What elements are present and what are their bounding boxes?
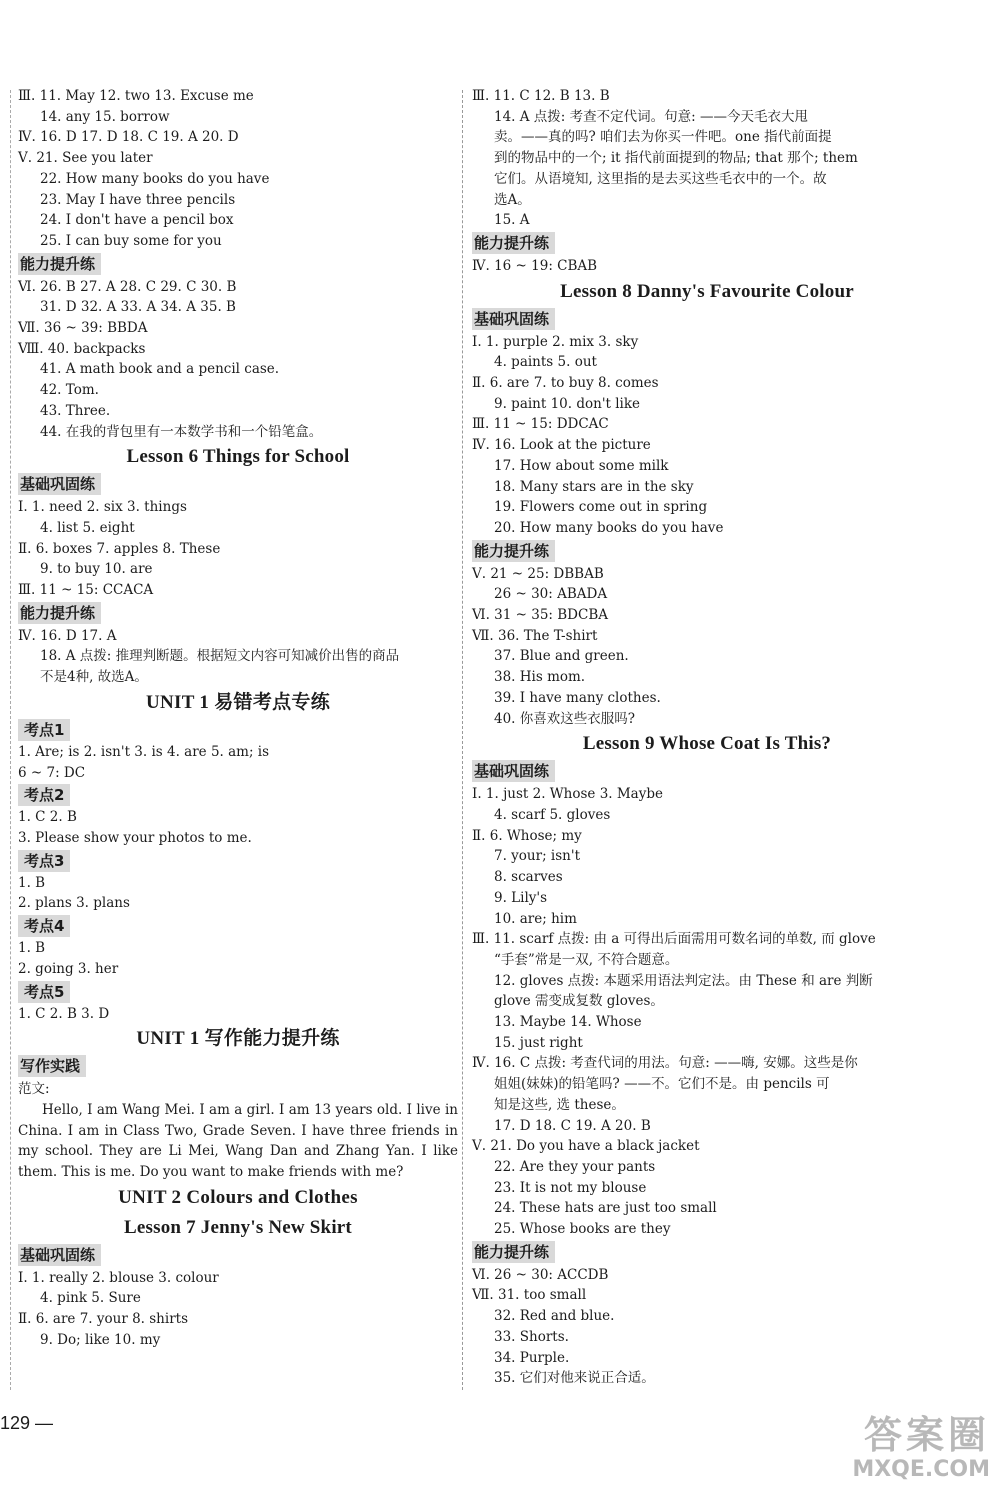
answer-line: 17. D 18. C 19. A 20. B bbox=[494, 1117, 651, 1134]
answer-line: 43. Three. bbox=[40, 402, 111, 419]
answer-line: 15. A bbox=[494, 212, 530, 229]
section-heading-row bbox=[18, 914, 458, 938]
answer-line: glove 需变成复数 gloves。 bbox=[494, 993, 664, 1010]
answer-line: 8. scarves bbox=[494, 869, 563, 886]
answer-line: Ⅷ. 40. backpacks bbox=[18, 340, 146, 357]
answer-line: Ⅳ. 16. Look at the picture bbox=[472, 437, 651, 454]
answer-line: 19. Flowers come out in spring bbox=[494, 499, 708, 516]
answer-line: Ⅳ. 16. D 17. D 18. C 19. A 20. D bbox=[18, 129, 239, 146]
answer-line: 1. B bbox=[18, 940, 46, 957]
section-heading: 基础巩固练 bbox=[18, 1244, 101, 1266]
answer-line: 24. These hats are just too small bbox=[494, 1200, 717, 1217]
answer-line: 14. any 15. borrow bbox=[40, 108, 170, 125]
section-heading-row bbox=[472, 307, 942, 332]
answer-line: 23. May I have three pencils bbox=[40, 191, 236, 208]
watermark-url: MXQE.COM bbox=[852, 1457, 990, 1482]
answer-line: 它们。从语境知, 这里指的是去买这些毛衣中的一个。故 bbox=[494, 170, 827, 187]
answer-line: 到的物品中的一个; it 指代前面提到的物品; that 那个; them bbox=[494, 150, 858, 167]
answer-line: 14. A 点拨: 考查不定代词。句意: ——今天毛衣大甩 bbox=[494, 108, 808, 125]
left-margin-rule bbox=[10, 90, 11, 1390]
section-heading-row bbox=[472, 539, 942, 564]
section-heading-row bbox=[18, 252, 458, 277]
answer-line: 25. I can buy some for you bbox=[40, 232, 222, 249]
answer-line: 18. A 点拨: 推理判断题。根据短文内容可知减价出售的商品 bbox=[40, 648, 400, 665]
answer-line: 42. Tom. bbox=[40, 382, 99, 399]
watermark bbox=[852, 1413, 990, 1483]
answer-line: 7. your; isn't bbox=[494, 848, 580, 865]
kaodian-heading: 考点1 bbox=[18, 719, 70, 741]
answer-line: Ⅰ. 1. need 2. six 3. things bbox=[18, 499, 187, 516]
answer-line: 范文: bbox=[18, 1081, 50, 1098]
answer-line: 2. going 3. her bbox=[18, 960, 119, 977]
answer-line: 9. to buy 10. are bbox=[40, 561, 153, 578]
section-heading-row bbox=[18, 472, 458, 497]
answer-line: Ⅲ. 11 ~ 15: CCACA bbox=[18, 582, 154, 599]
lesson-title: Lesson 9 Whose Coat Is This? bbox=[582, 733, 832, 755]
answer-line: 38. His mom. bbox=[494, 669, 586, 686]
answer-line: Ⅱ. 6. Whose; my bbox=[472, 827, 582, 844]
answer-line: 40. 你喜欢这些衣服吗? bbox=[494, 710, 635, 727]
answer-line: 32. Red and blue. bbox=[494, 1308, 615, 1325]
answer-line: 3. Please show your photos to me. bbox=[18, 829, 252, 846]
answer-line: 13. Maybe 14. Whose bbox=[494, 1014, 642, 1031]
answer-line: 34. Purple. bbox=[494, 1349, 570, 1366]
answer-line: 17. How about some milk bbox=[494, 457, 669, 474]
section-heading-row bbox=[18, 718, 458, 742]
lesson-title: Lesson 6 Things for School bbox=[126, 446, 350, 468]
section-heading: 能力提升练 bbox=[18, 602, 101, 624]
answer-line: 选A。 bbox=[494, 191, 531, 208]
answer-line: Ⅲ. 11. scarf 点拨: 由 a 可得出后面需用可数名词的单数, 而 glove bbox=[472, 931, 876, 948]
answer-line: 23. It is not my blouse bbox=[494, 1179, 647, 1196]
watermark-logo-text: 答案圈 bbox=[863, 1413, 990, 1457]
section-heading: 能力提升练 bbox=[472, 540, 555, 562]
answer-line: 33. Shorts. bbox=[494, 1328, 569, 1345]
unit-title: UNIT 2 Colours and Clothes bbox=[118, 1186, 358, 1208]
section-heading: 基础巩固练 bbox=[472, 308, 555, 330]
answer-line: 37. Blue and green. bbox=[494, 648, 629, 665]
section-heading-row bbox=[18, 980, 458, 1004]
answer-line: 1. C 2. B bbox=[18, 809, 77, 826]
answer-line: Ⅶ. 36 ~ 39: BBDA bbox=[18, 320, 148, 337]
section-heading-row bbox=[472, 231, 942, 256]
unit-title: UNIT 1 易错考点专练 bbox=[145, 691, 331, 713]
answer-line: 1. B bbox=[18, 874, 46, 891]
section-heading: 写作实践 bbox=[18, 1055, 86, 1077]
kaodian-heading: 考点3 bbox=[18, 850, 70, 872]
answer-line: 18. Many stars are in the sky bbox=[494, 478, 694, 495]
left-column bbox=[18, 86, 458, 1351]
answer-line: 22. Are they your pants bbox=[494, 1158, 656, 1175]
answer-line: 卖。——真的吗? 咱们去为你买一件吧。one 指代前面提 bbox=[494, 129, 832, 146]
answer-line: 4. pink 5. Sure bbox=[40, 1290, 141, 1307]
answer-line: Ⅳ. 16 ~ 19: CBAB bbox=[472, 257, 598, 274]
answer-line: Ⅱ. 6. boxes 7. apples 8. These bbox=[18, 540, 221, 557]
kaodian-heading: 考点5 bbox=[18, 981, 70, 1003]
answer-line: Ⅲ. 11 ~ 15: DDCAC bbox=[472, 416, 609, 433]
section-heading-row bbox=[18, 601, 458, 626]
answer-line: 44. 在我的背包里有一本数学书和一个铅笔盒。 bbox=[40, 423, 323, 440]
answer-line: 1. Are; is 2. isn't 3. is 4. are 5. am; is bbox=[18, 743, 270, 760]
kaodian-heading: 考点4 bbox=[18, 915, 70, 937]
answer-line: 35. 它们对他来说正合适。 bbox=[494, 1370, 655, 1387]
answer-line: 26 ~ 30: ABADA bbox=[494, 586, 608, 603]
answer-line: 1. C 2. B 3. D bbox=[18, 1005, 110, 1022]
answer-line: Ⅳ. 16. D 17. A bbox=[18, 627, 117, 644]
column-divider bbox=[462, 90, 463, 1390]
answer-line: 20. How many books do you have bbox=[494, 519, 724, 536]
answer-line: 4. list 5. eight bbox=[40, 519, 135, 536]
section-heading-row bbox=[472, 759, 942, 784]
section-heading-row bbox=[18, 849, 458, 873]
answer-line: 4. scarf 5. gloves bbox=[494, 806, 611, 823]
lesson-title: Lesson 8 Danny's Favourite Colour bbox=[560, 280, 854, 302]
answer-line: 姐姐(妹妹)的铅笔吗? ——不。它们不是。由 pencils 可 bbox=[494, 1076, 830, 1093]
answer-line: 6 ~ 7: DC bbox=[18, 764, 86, 781]
answer-line: 4. paints 5. out bbox=[494, 354, 597, 371]
answer-line: Ⅱ. 6. are 7. your 8. shirts bbox=[18, 1311, 188, 1328]
answer-line: Ⅵ. 26 ~ 30: ACCDB bbox=[472, 1266, 609, 1283]
section-heading-row bbox=[18, 783, 458, 807]
answer-line: 25. Whose books are they bbox=[494, 1221, 671, 1238]
answer-line: Ⅰ. 1. just 2. Whose 3. Maybe bbox=[472, 786, 663, 803]
answer-line: Ⅰ. 1. purple 2. mix 3. sky bbox=[472, 333, 639, 350]
answer-line: 9. Lily's bbox=[494, 889, 548, 906]
answer-line: 22. How many books do you have bbox=[40, 170, 270, 187]
section-heading: 能力提升练 bbox=[18, 253, 101, 275]
answer-line: Ⅰ. 1. really 2. blouse 3. colour bbox=[18, 1269, 219, 1286]
section-heading-row bbox=[18, 1243, 458, 1268]
answer-line: Ⅱ. 6. are 7. to buy 8. comes bbox=[472, 375, 659, 392]
answer-line: 2. plans 3. plans bbox=[18, 895, 130, 912]
answer-line: Ⅴ. 21. See you later bbox=[18, 150, 153, 167]
answer-line: 31. D 32. A 33. A 34. A 35. B bbox=[40, 299, 236, 316]
section-heading-row bbox=[472, 1240, 942, 1265]
answer-line: 不是4种, 故选A。 bbox=[40, 669, 148, 686]
answer-line: Ⅵ. 31 ~ 35: BDCBA bbox=[472, 607, 608, 624]
section-heading: 基础巩固练 bbox=[18, 473, 101, 495]
answer-line: 10. are; him bbox=[494, 910, 577, 927]
answer-line: Ⅴ. 21. Do you have a black jacket bbox=[472, 1138, 700, 1155]
kaodian-heading: 考点2 bbox=[18, 784, 70, 806]
page-number: 129 — bbox=[0, 1413, 54, 1433]
section-heading: 能力提升练 bbox=[472, 232, 555, 254]
section-heading-row bbox=[18, 1054, 458, 1079]
answer-line: 12. gloves 点拨: 本题采用语法判定法。由 These 和 are 判断 bbox=[494, 972, 873, 989]
answer-line: Ⅴ. 21 ~ 25: DBBAB bbox=[472, 565, 604, 582]
lesson-title: Lesson 7 Jenny's New Skirt bbox=[124, 1216, 352, 1238]
unit-title: UNIT 1 写作能力提升练 bbox=[136, 1028, 340, 1050]
answer-line: Ⅵ. 26. B 27. A 28. C 29. C 30. B bbox=[18, 278, 237, 295]
answer-line: 24. I don't have a pencil box bbox=[40, 212, 234, 229]
answer-line: Ⅳ. 16. C 点拨: 考查代词的用法。句意: ——嗨, 安娜。这些是你 bbox=[472, 1055, 858, 1072]
answer-line: Ⅲ. 11. May 12. two 13. Excuse me bbox=[18, 88, 254, 104]
answer-line: Ⅲ. 11. C 12. B 13. B bbox=[472, 88, 610, 104]
right-column bbox=[472, 86, 942, 1389]
section-heading: 能力提升练 bbox=[472, 1241, 555, 1263]
answer-line: 39. I have many clothes. bbox=[494, 689, 661, 706]
answer-line: 知是这些, 选 these。 bbox=[494, 1096, 625, 1113]
answer-line: 41. A math book and a pencil case. bbox=[40, 361, 280, 378]
section-heading: 基础巩固练 bbox=[472, 760, 555, 782]
answer-line: 9. paint 10. don't like bbox=[494, 395, 641, 412]
answer-line: “手套”常是一双, 不符合题意。 bbox=[494, 951, 679, 968]
answer-line: Ⅶ. 36. The T-shirt bbox=[472, 627, 598, 644]
answer-line: 9. Do; like 10. my bbox=[40, 1331, 161, 1348]
answer-line: 15. just right bbox=[494, 1034, 583, 1051]
answer-line: Ⅶ. 31. too small bbox=[472, 1287, 587, 1304]
model-essay-paragraph: Hello, I am Wang Mei. I am a girl. I am 13 years old. I live in China. I am in Class Two, Grade Seven. I have three friends in my school. They are Li Mei, Wang Dan and Zhang Yan. I like them. This is me. Do you want to make friends with me? bbox=[18, 1101, 458, 1181]
